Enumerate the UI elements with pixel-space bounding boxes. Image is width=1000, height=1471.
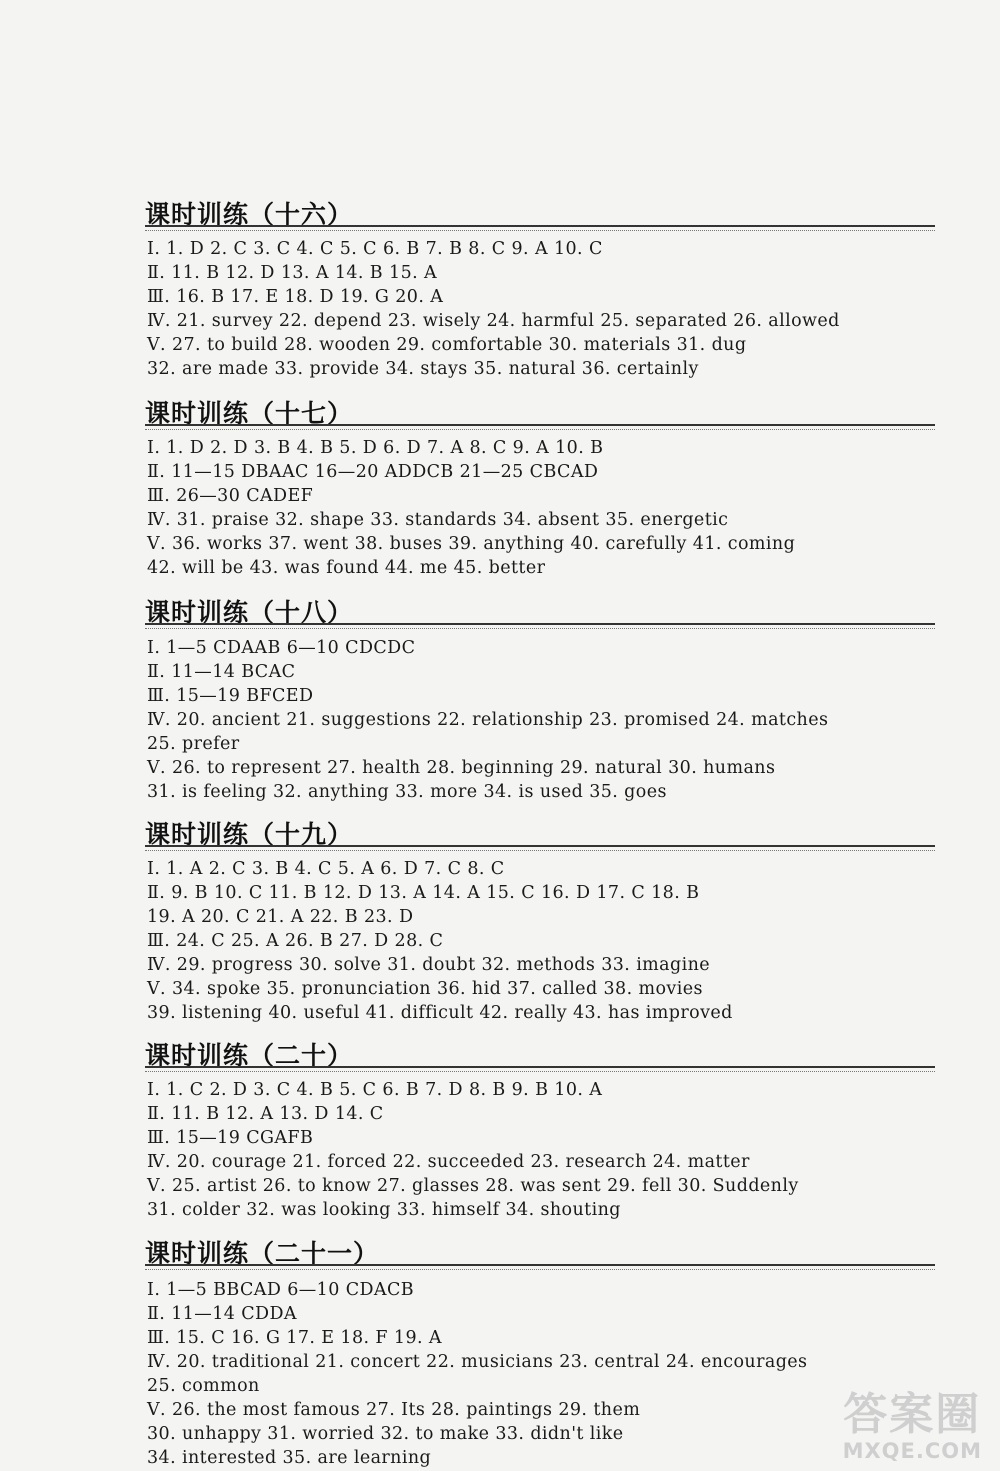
answer-line: Ⅲ. 24. C 25. A 26. B 27. D 28. C [147, 931, 444, 951]
answer-line: Ⅳ. 20. traditional 21. concert 22. musicians 23. central 24. encourages [147, 1352, 808, 1372]
answer-line: 31. is feeling 32. anything 33. more 34. is used 35. goes [147, 782, 667, 802]
section-divider [145, 1066, 935, 1072]
answer-line: 25. common [147, 1376, 260, 1396]
watermark-logo: 答案圈 [843, 1389, 982, 1440]
answer-line: Ⅰ. 1. D 2. C 3. C 4. C 5. C 6. B 7. B 8. C 9. A 10. C [147, 239, 603, 259]
section-title: 课时训练（二十） [145, 1041, 354, 1070]
answer-line: Ⅲ. 15—19 BFCED [147, 686, 314, 706]
answer-line: Ⅱ. 11. B 12. A 13. D 14. C [147, 1104, 384, 1124]
answer-line: 31. colder 32. was looking 33. himself 34. shouting [147, 1200, 621, 1220]
section-title: 课时训练（十九） [145, 820, 354, 849]
answer-line: Ⅲ. 16. B 17. E 18. D 19. G 20. A [147, 287, 444, 307]
answer-line: 42. will be 43. was found 44. me 45. better [147, 558, 546, 578]
section-divider [145, 424, 935, 430]
answer-line: 19. A 20. C 21. A 22. B 23. D [147, 907, 414, 927]
section-divider [145, 623, 935, 629]
answer-line: Ⅰ. 1. C 2. D 3. C 4. B 5. C 6. B 7. D 8. B 9. B 10. A [147, 1080, 603, 1100]
answer-line: Ⅰ. 1. A 2. C 3. B 4. C 5. A 6. D 7. C 8. C [147, 859, 505, 879]
section-title: 课时训练（十六） [145, 200, 354, 229]
answer-line: 30. unhappy 31. worried 32. to make 33. didn't like [147, 1424, 624, 1444]
answer-line: Ⅱ. 11—15 DBAAC 16—20 ADDCB 21—25 CBCAD [147, 462, 599, 482]
answer-line: Ⅳ. 29. progress 30. solve 31. doubt 32. methods 33. imagine [147, 955, 711, 975]
answer-line: Ⅰ. 1. D 2. D 3. B 4. B 5. D 6. D 7. A 8. C 9. A 10. B [147, 438, 604, 458]
answer-line: Ⅰ. 1—5 CDAAB 6—10 CDCDC [147, 638, 416, 658]
answer-line: Ⅲ. 15—19 CGAFB [147, 1128, 314, 1148]
section-divider [145, 1264, 935, 1270]
answer-line: Ⅳ. 31. praise 32. shape 33. standards 34. absent 35. energetic [147, 510, 729, 530]
answer-line: Ⅱ. 11—14 CDDA [147, 1304, 297, 1324]
section-title: 课时训练（二十一） [145, 1239, 380, 1268]
answer-line: Ⅴ. 26. to represent 27. health 28. beginning 29. natural 30. humans [147, 758, 776, 778]
section-title: 课时训练（十七） [145, 399, 354, 428]
answer-line: Ⅱ. 11—14 BCAC [147, 662, 296, 682]
watermark-url: MXQE.COM [842, 1439, 982, 1463]
answer-line: Ⅳ. 20. courage 21. forced 22. succeeded 23. research 24. matter [147, 1152, 750, 1172]
answer-line: Ⅴ. 34. spoke 35. pronunciation 36. hid 37. called 38. movies [147, 979, 703, 999]
section-divider [145, 225, 935, 231]
section-title: 课时训练（十八） [145, 598, 354, 627]
answer-line: 39. listening 40. useful 41. difficult 42. really 43. has improved [147, 1003, 733, 1023]
answer-line: Ⅴ. 36. works 37. went 38. buses 39. anything 40. carefully 41. coming [147, 534, 796, 554]
answer-line: Ⅴ. 25. artist 26. to know 27. glasses 28. was sent 29. fell 30. Suddenly [147, 1176, 799, 1196]
answer-line: Ⅳ. 20. ancient 21. suggestions 22. relationship 23. promised 24. matches [147, 710, 829, 730]
answer-line: 25. prefer [147, 734, 240, 754]
answer-line: 34. interested 35. are learning [147, 1448, 432, 1468]
section-divider [145, 845, 935, 851]
answer-line: Ⅱ. 11. B 12. D 13. A 14. B 15. A [147, 263, 438, 283]
answer-line: Ⅴ. 27. to build 28. wooden 29. comfortable 30. materials 31. dug [147, 335, 747, 355]
site-watermark [843, 1391, 982, 1463]
answer-line: Ⅰ. 1—5 BBCAD 6—10 CDACB [147, 1280, 415, 1300]
answer-line: 32. are made 33. provide 34. stays 35. natural 36. certainly [147, 359, 699, 379]
answer-line: Ⅲ. 15. C 16. G 17. E 18. F 19. A [147, 1328, 442, 1348]
answer-line: Ⅱ. 9. B 10. C 11. B 12. D 13. A 14. A 15. C 16. D 17. C 18. B [147, 883, 700, 903]
answer-line: Ⅴ. 26. the most famous 27. Its 28. paintings 29. them [147, 1400, 641, 1420]
answer-line: Ⅲ. 26—30 CADEF [147, 486, 314, 506]
answer-line: Ⅳ. 21. survey 22. depend 23. wisely 24. harmful 25. separated 26. allowed [147, 311, 840, 331]
